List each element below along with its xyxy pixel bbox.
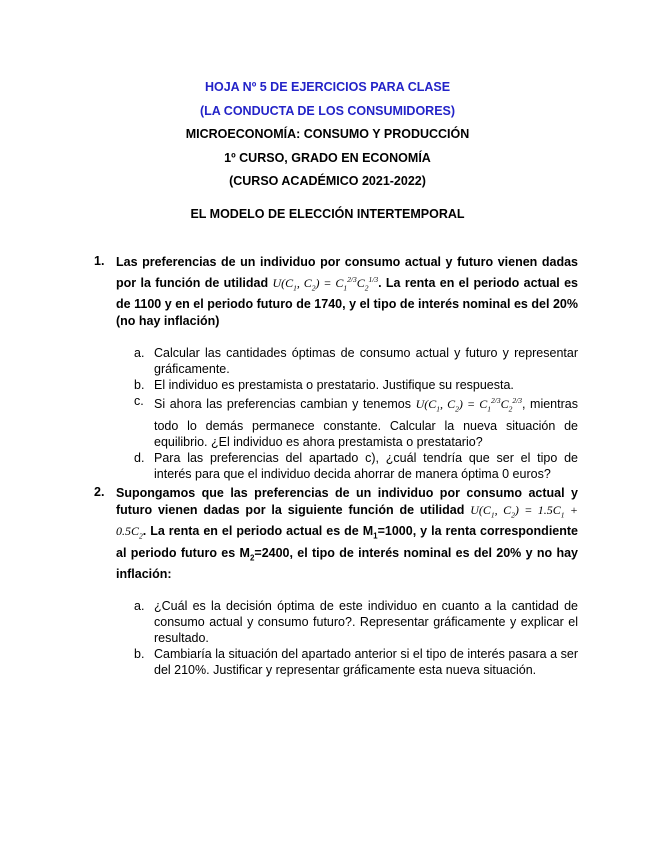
statement-text: =2400, el tipo de interés nominal es del 20% y no hay inflación: bbox=[116, 545, 579, 582]
worksheet-title: HOJA Nº 5 DE EJERCICIOS PARA CLASE bbox=[204, 80, 451, 94]
document-header bbox=[0, 76, 655, 194]
subquestion-letter: d. bbox=[134, 450, 145, 465]
subquestion-text: El individuo es prestamista o prestatario. Justifique su respuesta. bbox=[154, 378, 514, 393]
statement-text: . La renta en el periodo actual es de M bbox=[142, 524, 374, 539]
exercise-2 bbox=[94, 485, 578, 678]
subquestion bbox=[134, 450, 578, 482]
utility-formula: $U(C_1$, $C_2) = C_1^{2/3}C_2^{2/3}$ bbox=[415, 396, 522, 414]
subquestion-text: ¿Cuál es la decisión óptima de este individuo en cuanto a la cantidad de consumo actual y consumo futuro?. Representar gráficamente y explicar el resultado. bbox=[154, 599, 578, 646]
statement-text: Las preferencias de un individuo por consumo actual y futuro vienen dadas por la función de utilidad bbox=[116, 255, 578, 290]
subquestion-letter: b. bbox=[134, 378, 145, 393]
subscript: 1 bbox=[373, 531, 378, 541]
subquestion bbox=[134, 393, 578, 449]
section-title: EL MODELO DE ELECCIÓN INTERTEMPORAL bbox=[190, 207, 465, 221]
subquestion-list bbox=[134, 598, 578, 678]
subquestion-text: Si ahora las preferencias cambian y tenemos bbox=[154, 397, 411, 412]
subscript: 2 bbox=[249, 553, 255, 563]
subquestion-letter: c. bbox=[134, 394, 144, 409]
academic-year: (CURSO ACADÉMICO 2021-2022) bbox=[229, 174, 426, 188]
exercise-statement bbox=[116, 485, 578, 583]
subquestion-letter: b. bbox=[134, 647, 145, 662]
subquestion-text: Para las preferencias del apartado c), ¿cuál tendría que ser el tipo de interés para que el individuo decida ahorrar de manera óptima 0 euros? bbox=[154, 450, 578, 481]
subquestion-text: Cambiaría la situación del apartado anterior si el tipo de interés pasara a ser del 210%. Justificar y representar gráficamente esta nueva situación. bbox=[154, 647, 578, 678]
subquestion-text: , mientras todo lo demás permanece constante. Calcular la nueva situación de equilibrio. ¿El individuo es ahora prestamista o prestatario? bbox=[154, 397, 578, 449]
subquestion-letter: a. bbox=[134, 346, 145, 361]
subquestion bbox=[134, 377, 578, 393]
subquestion bbox=[134, 345, 578, 377]
exercise-statement bbox=[116, 254, 578, 330]
statement-text: =1000, y la renta correspondiente al periodo futuro es M bbox=[116, 524, 578, 560]
statement-text: . La renta en el periodo actual es de 1100 y en el periodo futuro de 1740, y el tipo de interés nominal es del 20% (no hay inflación) bbox=[116, 276, 578, 329]
subquestion bbox=[134, 598, 578, 646]
exercise-number: 2. bbox=[94, 485, 105, 499]
subquestion-letter: a. bbox=[134, 599, 145, 614]
utility-formula: $U(C_1$, $C_2) = C_1^{2/3}C_2^{1/3}$ bbox=[272, 275, 379, 293]
subquestion-text: Calcular las cantidades óptimas de consumo actual y futuro y representar gráficamente. bbox=[154, 346, 578, 377]
worksheet-subtitle: (LA CONDUCTA DE LOS CONSUMIDORES) bbox=[199, 103, 456, 118]
subquestion-list bbox=[134, 345, 578, 481]
utility-formula: $U(C_1$, $C_2) = 1.5C_1 + 0.5C_2$ bbox=[116, 503, 578, 541]
subquestion bbox=[134, 646, 578, 678]
course-subject: MICROECONOMÍA: CONSUMO Y PRODUCCIÓN bbox=[185, 127, 470, 141]
statement-text: Supongamos que las preferencias de un individuo por consumo actual y futuro vienen dadas por la siguiente función de utilidad bbox=[116, 486, 578, 517]
exercise-number: 1. bbox=[94, 254, 105, 268]
course-year: 1º CURSO, GRADO EN ECONOMÍA bbox=[224, 150, 431, 165]
exercise-1 bbox=[94, 254, 578, 482]
